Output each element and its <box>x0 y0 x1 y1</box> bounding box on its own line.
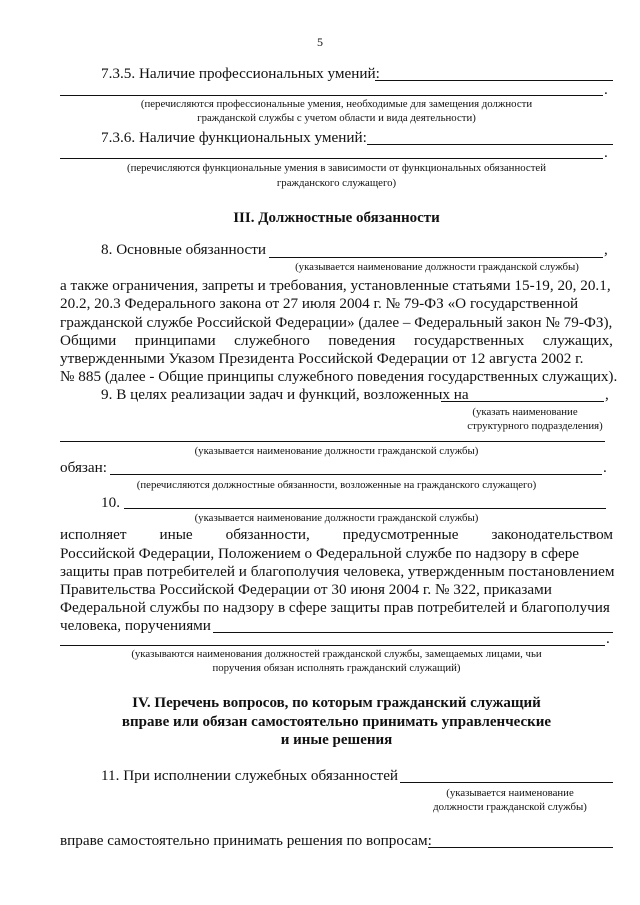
item-10-line-5: Федеральной службы по надзору в сфере защиты прав потребителей и благополучия <box>60 599 610 616</box>
item-10-line-1-word: законодательством <box>491 526 613 543</box>
page-number: 5 <box>317 35 323 49</box>
item-8-line-3: гражданской службе Российской Федерации» (далее – Федеральный закон № 79-ФЗ), <box>60 314 613 331</box>
item-8-line-4-word: служащих, <box>542 332 613 349</box>
item-8-line-4-word: государственных <box>413 332 525 349</box>
item-10-line-6: человека, поручениями <box>60 617 211 634</box>
section-4-heading-line-3: и иные решения <box>280 732 393 748</box>
item-7-3-5-dot: . <box>604 81 608 98</box>
item-10-dot: . <box>606 630 610 647</box>
item-11-decisions: вправе самостоятельно принимать решения по вопросам: <box>60 832 432 849</box>
item-9-comma: , <box>605 386 609 403</box>
item-10-line-1-word: обязанности, <box>225 526 310 543</box>
item-8-comma: , <box>604 241 608 258</box>
item-9-note-2: структурного подразделения) <box>467 420 603 432</box>
item-10-line-1-word: иные <box>159 526 193 543</box>
item-8-line-4-word: служебного <box>234 332 310 349</box>
section-4-heading-line-2: вправе или обязан самостоятельно принимать управленческие <box>121 714 552 730</box>
item-7-3-6-second-line <box>60 158 603 159</box>
item-8-line-4-word: принципами <box>134 332 216 349</box>
item-10-fill-line <box>124 508 606 509</box>
item-10-line-3: защиты прав потребителей и благополучия человека, утвержденным постановлением <box>60 563 615 580</box>
item-11-note-1: (указывается наименование <box>446 787 574 799</box>
item-10-note: (указывается наименование должности гражданской службы) <box>194 512 479 524</box>
item-9-dot: . <box>603 459 607 476</box>
item-10-line-4: Правительства Российской Федерации от 30 июня 2004 г. № 322, приказами <box>60 581 552 598</box>
section-4-heading-line-1: IV. Перечень вопросов, по которым гражданский служащий <box>132 695 541 711</box>
item-10-note-2: (указываются наименования должностей гражданской службы, замещаемых лицами, чьи <box>131 648 542 660</box>
item-9-duties-line <box>110 474 602 475</box>
item-10-label: 10. <box>101 494 120 511</box>
item-9-note-1: (указать наименование <box>472 406 578 418</box>
item-9-label: 9. В целях реализации задач и функций, возложенных на <box>101 386 469 403</box>
item-9-obliged: обязан: <box>60 459 108 476</box>
item-7-3-6-dot: . <box>604 144 608 161</box>
item-11-label: 11. При исполнении служебных обязанностей <box>101 767 399 784</box>
item-8-line-2: 20.2, 20.3 Федерального закона от 27 июля 2004 г. № 79-ФЗ «О государственной <box>60 295 579 312</box>
item-9-position-line <box>60 441 605 442</box>
item-9-fill-line <box>441 401 604 402</box>
item-7-3-6-fill-line <box>367 144 613 145</box>
item-8-line-1: а также ограничения, запреты и требования, установленные статьями 15-19, 20, 20.1, <box>60 277 611 294</box>
item-7-3-5-label: 7.3.5. Наличие профессиональных умений: <box>101 65 380 82</box>
item-8-label: 8. Основные обязанности <box>101 241 267 258</box>
item-10-instructions-line <box>213 632 613 633</box>
item-8-fill-line <box>269 257 603 258</box>
item-10-line-1-word: предусмотренные <box>342 526 459 543</box>
item-8-note: (указывается наименование должности гражданской службы) <box>295 261 579 273</box>
item-8-line-6: № 885 (далее - Общие принципы служебного поведения государственных служащих). <box>60 368 618 385</box>
item-7-3-5-note-1: (перечисляются профессиональные умения, необходимые для замещения должности <box>140 98 533 110</box>
item-10-second-line <box>60 645 605 646</box>
item-8-line-4-word: Общими <box>60 332 117 349</box>
item-10-line-2: Российской Федерации, Положением о Федеральной службе по надзору в сфере <box>60 545 580 562</box>
section-3-heading: III. Должностные обязанности <box>233 210 440 226</box>
item-11-fill-line <box>400 782 613 783</box>
item-8-line-4 <box>60 331 613 350</box>
item-9-note-3: (указывается наименование должности гражданской службы) <box>194 445 479 457</box>
item-7-3-5-fill-line <box>375 80 613 81</box>
item-7-3-6-note-1: (перечисляются функциональные умения в зависимости от функциональных обязанностей <box>126 162 546 174</box>
item-7-3-6-label: 7.3.6. Наличие функциональных умений: <box>101 129 367 146</box>
item-8-line-5: утвержденными Указом Президента Российской Федерации от 12 августа 2002 г. <box>60 350 584 367</box>
item-9-note-4: (перечисляются должностные обязанности, возложенные на гражданского служащего) <box>136 479 537 491</box>
item-7-3-5-second-line <box>60 95 603 96</box>
item-7-3-6-note-2: гражданского служащего) <box>276 177 397 189</box>
item-11-decisions-line <box>428 847 613 848</box>
item-10-line-1-word: исполняет <box>60 526 127 543</box>
item-7-3-5-note-2: гражданской службы с учетом области и вида деятельности) <box>197 112 476 124</box>
item-11-note-2: должности гражданской службы) <box>433 801 587 813</box>
item-10-line-1 <box>60 525 613 544</box>
item-8-line-4-word: поведения <box>328 332 396 349</box>
item-10-note-3: поручения обязан исполнять гражданский служащий) <box>212 662 461 674</box>
